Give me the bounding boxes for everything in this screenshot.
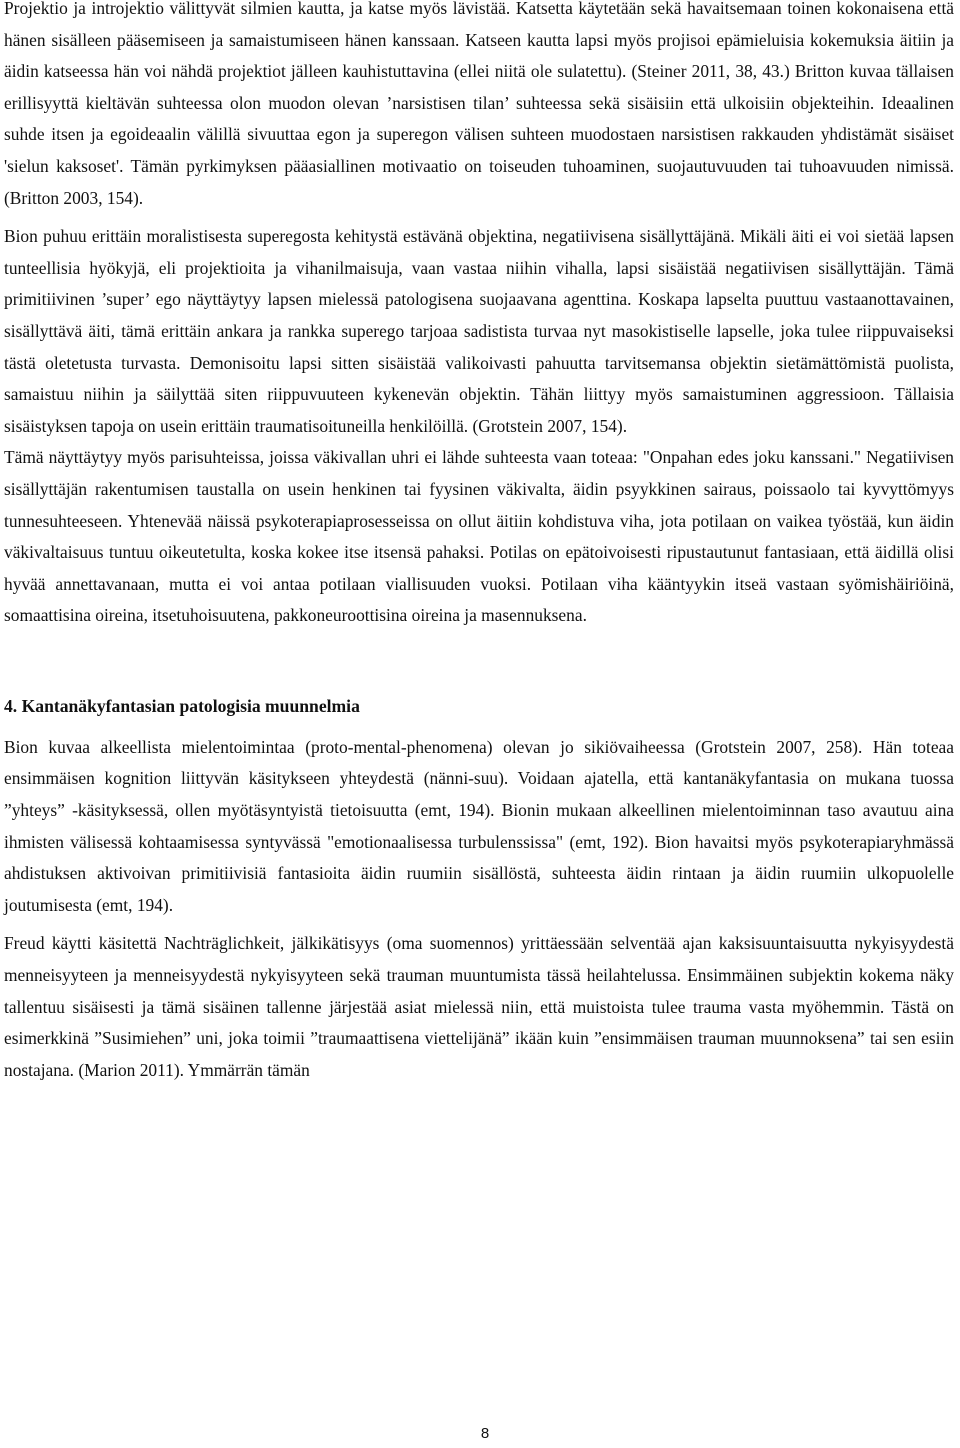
paragraph-negative-container: Tämä näyttäytyy myös parisuhteissa, joissa väkivallan uhri ei lähde suhteesta vaan toteaa: "Onpahan edes joku kanssani." Negatiivisen sisällyttäjän rakentumisen taustalla on usein henkinen tai fyysinen väkivalta, äidin psyykkinen sairaus, poissaolo tai kyvyttömyys tunnesuhteeseen. Yhtenevää näissä psykoterapiaprosesseissa on ollut äitiin kohdistuva viha, jota potilaan on vaikea työstää, kun äidin väkivaltaisuus tuntuu oikeutetulta, koska kokee itse itsensä pahaksi. Potilas on epätoivoisesti ripustautunut fantasiaan, että äidillä olisi hyvää annettavanaan, mutta ei voi antaa potilaan viallisuuden vuoksi. Potilaan viha kääntyykin itseä vastaan syömishäiriöinä, somaattisina oireina, itsetuhoisuutena, pakkoneuroottisina oireina ja masennuksena.: [4, 447, 954, 626]
paragraph-bion-superego: Bion puhuu erittäin moralistisesta superegosta kehitystä estävänä objektina, negatiivisena sisällyttäjänä. Mikäli äiti ei voi sietää lapsen tunteellisia hyökyjä, eli projektioita ja vihanilmaisuja, vaan vastaa niihin vihalla, lapsi sisäistää negatiivisen sisällyttäjän. Tämä primitiivinen ’super’ ego näyttäytyy lapsen mielessä patologisena suojaavana agenttina. Koskapa lapselta puuttuu vastaanottavainen, sisällyttävä äiti, tämä erittäin ankara ja rankka superego tarjoaa sadistista turvaa nyt masokistiselle lapselle, joka tulee riippuvaiseksi tästä oletetusta turvasta. Demonisoitu lapsi sitten sisäistää valikoivasti pahuutta tarvitsemansa objektin sietämättömistä puolista, samaistuu niihin ja säilyttää siten riippuvuuteen kykenevän objektin. Tähän liittyy myös samaistuminen aggressioon. Tällaisia sisäistyksen tapoja on usein erittäin traumatisoituneilla henkilöillä. (Grotstein 2007, 154).: [4, 226, 954, 436]
document-page: [4, 0, 954, 1086]
paragraph-projection: Projektio ja introjektio välittyvät silmien kautta, ja katse myös lävistää. Katsetta käytetään sekä havaitsemaan toinen kokonaisena että hänen sisälleen pääsemiseen ja samaistumiseen hänen kanssaan. Katseen kautta lapsi myös projisoi epämieluisia kokemuksia äitiin ja äidin katseessa hän voi nähdä projektiot jälleen kauhistuttavina (ellei niitä ole sulatettu). (Steiner 2011, 38, 43.) Britton kuvaa tällaisen erillisyyttä kieltävän suhteessa olon muodon olevan ’narsistisen tilan’ suhteessa sekä sisäisiin että ulkoisiin objekteihin. Ideaalinen suhde itsen ja egoideaalin välillä sivuuttaa egon ja superegon välisen suhteen muodostaen narsistisen rakkauden yhdistämät sisäiset 'sielun kaksoset'. Tämän pyrkimyksen pääasiallinen motivaatio on toiseuden tuhoaminen, suojautuvuuden tai tuhoavuuden nimissä. (Britton 2003, 154).: [4, 0, 954, 208]
paragraph-proto-mental: Bion kuvaa alkeellista mielentoimintaa (proto-mental-phenomena) olevan jo sikiövaiheessa (Grotstein 2007, 258). Hän toteaa ensimmäisen kognition liittyvän käsitykseen yhteydestä (nänni-suu). Voidaan ajatella, että kantanäkyfantasia on mukana tuossa ”yhteys” -käsityksessä, ollen myötäsyntyistä tietoisuutta (emt, 194). Bionin mukaan alkeellinen mielentoiminnan taso avautuu aina ihmisten välisessä kohtaamisessa syntyvässä "emotionaalisessa turbulenssissa" (emt, 192). Bion havaitsi myös psykoterapiaryhmässä ahdistuksen aktivoivan primitiivisiä fantasioita äidin ruumiin sisällöstä, suhteesta äidin rintaan ja äidin ruumiin ulkopuolelle joutumisesta (emt, 194).: [4, 736, 954, 915]
paragraph-nachtraglichkeit: Freud käytti käsitettä Nachträglichkeit, jälkikätisyys (oma suomennos) yrittäessään selventää ajan kaksisuuntaisuutta nykyisyydestä menneisyyteen ja menneisyydestä nykyisyyteen sekä trauman muuntumista tässä heilahtelussa. Ensimmäinen subjektin kokema näky tallentuu sisäisesti ja tämä sisäinen tallenne järjestää asiat mielessä niin, että muistoista tulee trauma vasta myöhemmin. Tästä on esimerkkinä ”Susimiehen” uni, joka toimii ”traumaattisena viettelijänä” ikään kuin ”ensimmäisen trauman muunnoksena” tai sen esiin nostajana. (Marion 2011). Ymmärrän tämän: [4, 933, 954, 1080]
page-number: 8: [480, 1425, 490, 1442]
section-heading: 4. Kantanäkyfantasian patologisia muunnelmia: [4, 695, 360, 716]
